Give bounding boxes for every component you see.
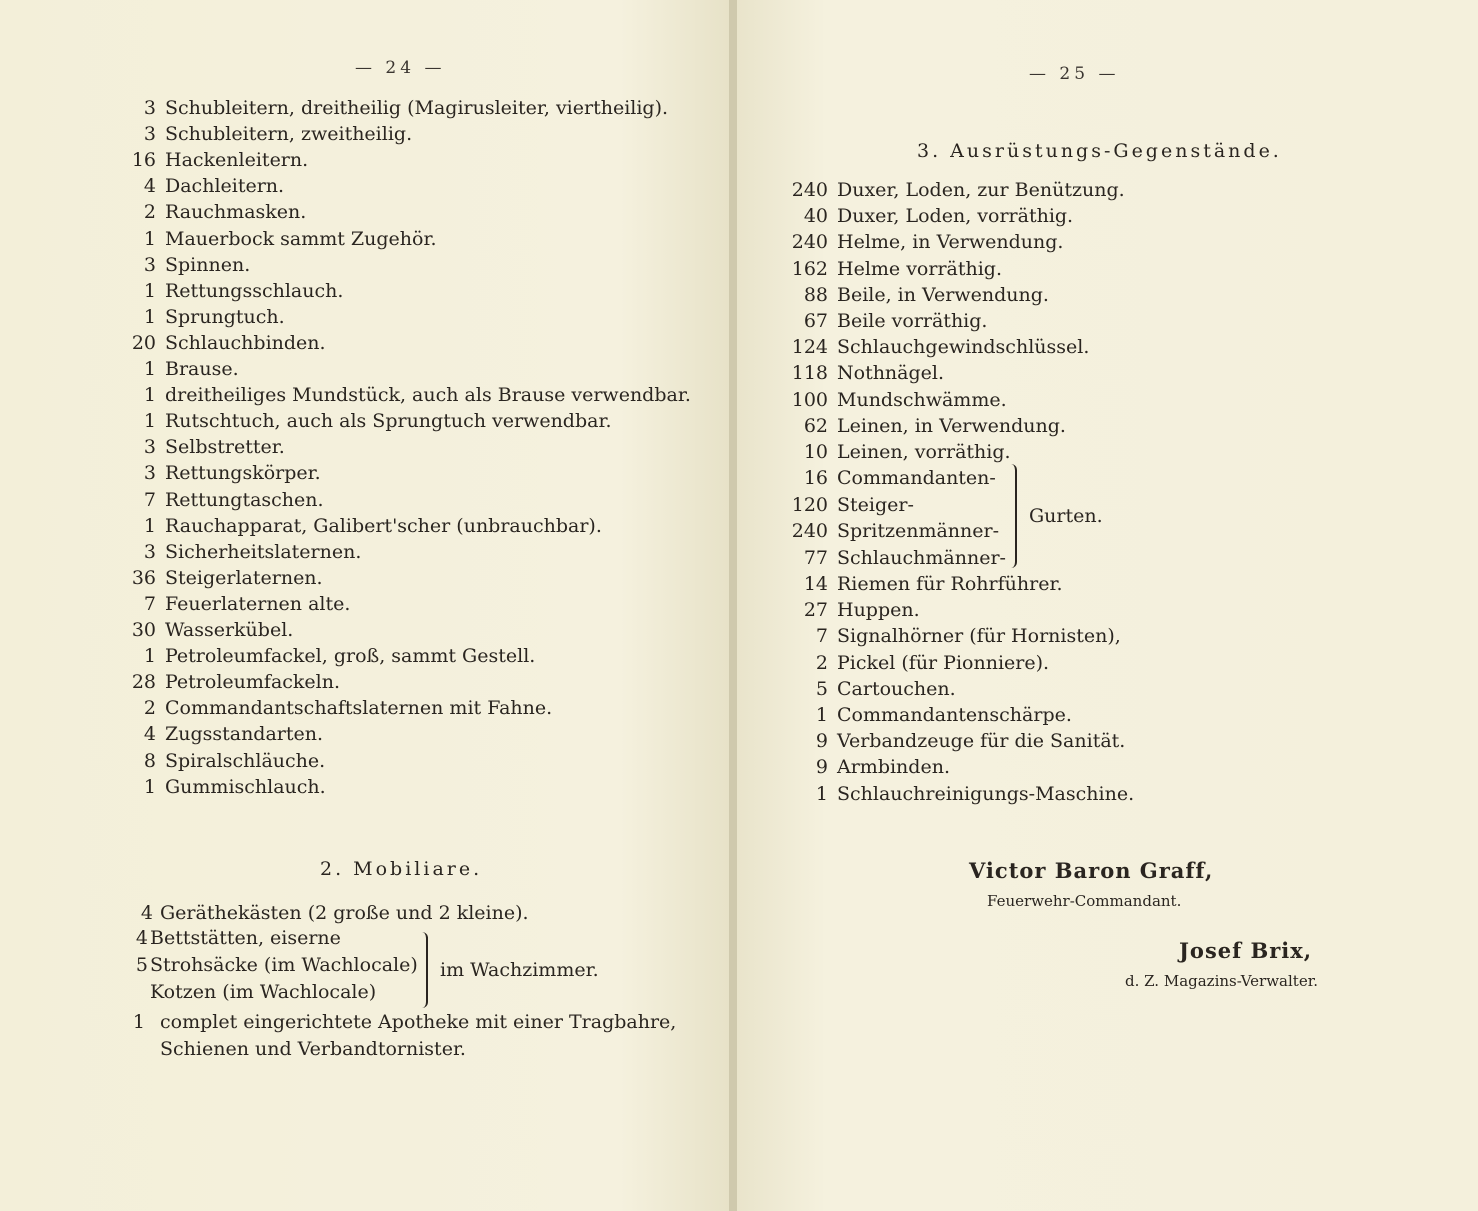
item-quantity: 9 (815, 730, 828, 753)
item-quantity: 162 (791, 257, 828, 280)
item-quantity: 240 (791, 231, 828, 254)
item-text: Schlauchgewindschlüssel. (837, 336, 1090, 359)
item-quantity: 4 (143, 175, 156, 198)
item-text: Sprungtuch. (165, 305, 285, 328)
page-number-right: — 25 — (1029, 64, 1120, 84)
item-quantity: 1 (143, 514, 156, 537)
item-text: Schlauchmänner- (837, 546, 1006, 569)
item-text: Steiger- (837, 493, 914, 516)
item-text: Strohsäcke (im Wachlocale) (150, 954, 418, 976)
item-text: Rutschtuch, auch als Sprungtuch verwendbar. (165, 410, 612, 433)
item-quantity: 27 (803, 599, 828, 622)
item-text: Rettungskörper. (165, 462, 321, 485)
item-quantity: 30 (131, 619, 156, 641)
item-quantity: 1 (815, 782, 828, 805)
item-text: Cartouchen. (837, 677, 956, 700)
item-quantity: 14 (803, 573, 828, 595)
item-quantity: 2 (143, 201, 156, 224)
book-gutter (729, 0, 737, 1211)
brace-label: Gurten. (1029, 505, 1103, 527)
item-text: Steigerlaternen. (165, 566, 323, 589)
item-text: Petroleumfackeln. (165, 671, 341, 694)
right-page (737, 0, 1478, 1211)
item-quantity: 62 (803, 414, 828, 437)
item-quantity: 16 (803, 467, 828, 489)
item-text: Gummischlauch. (165, 775, 326, 798)
signature-title-2: d. Z. Magazins-Verwalter. (1125, 972, 1318, 990)
item-text: Bettstätten, eiserne (150, 927, 341, 949)
item-quantity: 240 (791, 520, 828, 542)
item-text: Kotzen (im Wachlocale) (150, 981, 377, 1003)
item-text: Wasserkübel. (165, 619, 294, 641)
item-text: Spiralschläuche. (165, 749, 326, 772)
item-text: Rauchapparat, Galibert'scher (unbrauchbar). (165, 514, 602, 537)
item-quantity: 3 (143, 462, 156, 485)
item-quantity: 1 (143, 384, 156, 407)
item-text: Mauerbock sammt Zugehör. (165, 227, 437, 250)
item-text: Dachleitern. (165, 175, 285, 198)
item-text: Leinen, in Verwendung. (837, 414, 1066, 437)
item-text: Signalhörner (für Hornisten), (837, 625, 1121, 648)
item-quantity: 36 (131, 566, 156, 589)
item-quantity: 3 (143, 253, 156, 276)
item-quantity: 1 (143, 279, 156, 302)
item-text: Rettungtaschen. (165, 488, 324, 511)
brace-label: im Wachzimmer. (440, 959, 599, 981)
item-text: Commandanten- (837, 467, 996, 489)
item-quantity: 7 (143, 488, 156, 511)
item-text: Spinnen. (165, 253, 251, 276)
item-text: Selbstretter. (165, 436, 285, 459)
item-text: dreitheiliges Mundstück, auch als Brause verwendbar. (165, 384, 691, 407)
item-quantity: 8 (143, 749, 156, 772)
item-quantity: 1 (143, 775, 156, 798)
item-text: Schubleitern, dreitheilig (Magirusleiter, viertheilig). (165, 97, 669, 119)
item-text: Brause. (165, 358, 239, 380)
item-text: Nothnägel. (837, 362, 945, 385)
item-quantity: 20 (131, 331, 156, 354)
item-quantity: 9 (815, 756, 828, 779)
item-quantity: 88 (803, 283, 828, 306)
item-quantity: 240 (791, 179, 828, 201)
list-item-continuation: Schienen und Verbandtornister. (160, 1038, 466, 1060)
signature-title-1: Feuerwehr-Commandant. (987, 892, 1182, 910)
item-text: Petroleumfackel, groß, sammt Gestell. (165, 645, 536, 668)
item-quantity: 1 (815, 704, 828, 726)
item-quantity: 4 (135, 927, 148, 949)
item-text: Helme vorräthig. (837, 257, 1003, 280)
brace (418, 932, 428, 1008)
item-quantity: 1 (143, 645, 156, 668)
signature-name-1: Victor Baron Graff, (969, 858, 1214, 883)
item-quantity: 124 (791, 336, 828, 359)
item-text: Rauchmasken. (165, 201, 307, 224)
item-quantity: 7 (815, 625, 828, 648)
item-text: Spritzenmänner- (837, 520, 1000, 542)
item-text: Schubleitern, zweitheilig. (165, 123, 413, 146)
item-text: Riemen für Rohrführer. (837, 573, 1063, 595)
item-quantity: 1 (143, 358, 156, 380)
left-page: — 24 — 3 Schubleitern, dreitheilig (Magirusleiter, viertheilig). 3 Schubleitern, zweitheilig. 16 Hackenleitern. 4 Dachleitern. 2 Rauchmasken. 1 Mauerbock sammt Zugehör. 3 Spinnen. 1 Rettungsschlauch. 1 Sprungtuch. 20 Schlauchbinden. 1 Brause. 1 dreitheiliges Mundstück, auch als Brause verwendbar. 1 Rutschtuch, auch als Sprungtuch verwendbar. 3 Selbstretter. 3 Rettungskörper. 7 Rettungtaschen. 1 Rauchapparat, Galibert'scher (unbrauchbar). 3 Sicherheitslaternen. 36 Steigerlaternen. 7 Feuerlaternen alte. 30 Wasserkübel. 1 Petroleumfackel, groß, sammt Gestell. 28 Petroleumfackeln. 2 Commandantschaftslaternen mit Fahne. 4 Zugsstandarten. 8 Spiralschläuche. 1 Gummischlauch. 2. Mobiliare. 4 Geräthekästen (2 große und 2 kleine). 4 Bettstätten, eiserne 5 Strohsäcke (im Wachlocale) Kotzen (im Wachlocale) im Wachzimmer. 1 complet eingerichtete Apotheke mit einer Tragbahre, Schienen und Verbandtornister. (0, 0, 729, 1211)
item-quantity: 10 (803, 441, 828, 463)
item-quantity: 100 (791, 388, 828, 411)
item-text: Commandantschaftslaternen mit Fahne. (165, 697, 553, 720)
item-text: Duxer, Loden, zur Benützung. (837, 179, 1125, 201)
item-text: Hackenleitern. (165, 149, 309, 172)
item-quantity: 3 (143, 540, 156, 563)
item-text: Helme, in Verwendung. (837, 231, 1064, 254)
item-quantity: 5 (815, 677, 828, 700)
item-quantity: 3 (143, 97, 156, 119)
item-text: Commandantenschärpe. (837, 704, 1072, 726)
item-quantity: 3 (143, 123, 156, 146)
section-title-ausruestung: 3. Ausrüstungs-Gegenstände. (917, 140, 1282, 162)
item-text: Sicherheitslaternen. (165, 540, 362, 563)
item-quantity: 67 (803, 310, 828, 332)
item-quantity: 5 (135, 954, 148, 976)
item-quantity: 28 (131, 671, 156, 694)
item-text: Schlauchreinigungs-Maschine. (837, 782, 1135, 805)
item-quantity: 2 (143, 697, 156, 720)
item-quantity: 40 (803, 205, 828, 228)
item-text: Feuerlaternen alte. (165, 592, 351, 615)
item-quantity: 2 (815, 651, 828, 674)
item-text: Verbandzeuge für die Sanität. (837, 730, 1126, 753)
signature-name-2: Josef Brix, (1179, 938, 1313, 963)
item-text: Mundschwämme. (837, 388, 1007, 411)
item-text: Armbinden. (837, 756, 950, 779)
item-text: Leinen, vorräthig. (837, 441, 1011, 463)
item-quantity: 3 (143, 436, 156, 459)
item-text: Beile vorräthig. (837, 310, 988, 332)
item-quantity: 7 (143, 592, 156, 615)
item-text: Duxer, Loden, vorräthig. (837, 205, 1074, 228)
item-quantity: 118 (791, 362, 828, 385)
item-quantity: 4 (143, 723, 156, 746)
item-quantity: 1 (143, 227, 156, 250)
item-text: Schlauchbinden. (165, 331, 326, 354)
page-number-left: — 24 — (355, 58, 446, 78)
item-quantity: 77 (803, 546, 828, 569)
section-title-mobiliare: 2. Mobiliare. (320, 858, 483, 880)
item-text: Rettungsschlauch. (165, 279, 344, 302)
item-text: Huppen. (837, 599, 920, 622)
item-quantity: 1 (143, 410, 156, 433)
item-quantity: 16 (131, 149, 156, 172)
brace (1007, 464, 1017, 568)
item-text: Beile, in Verwendung. (837, 283, 1049, 306)
item-quantity: 120 (791, 493, 828, 516)
item-text: Zugsstandarten. (165, 723, 324, 746)
item-text: Pickel (für Pionniere). (837, 651, 1050, 674)
item-quantity: 1 (143, 305, 156, 328)
